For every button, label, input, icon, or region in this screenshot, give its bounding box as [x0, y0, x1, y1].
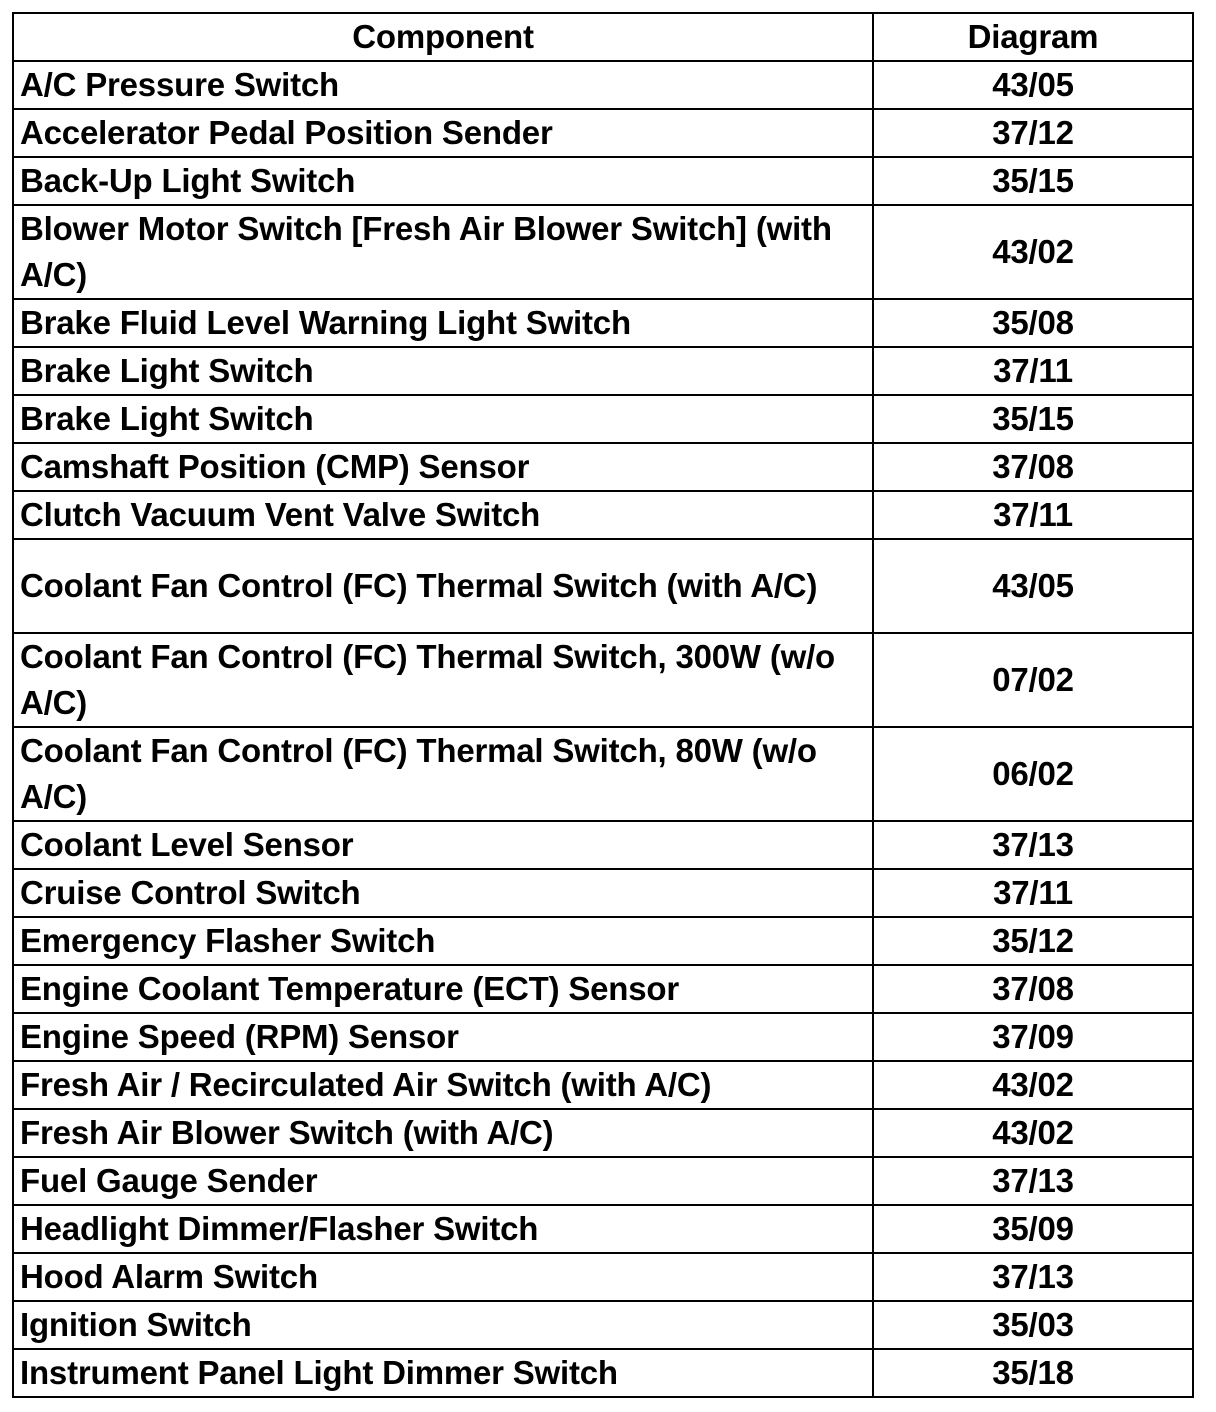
header-component: Component [13, 13, 873, 61]
component-cell: A/C Pressure Switch [13, 61, 873, 109]
table-row [13, 1205, 1193, 1253]
diagram-cell: 37/08 [873, 443, 1193, 491]
diagram-cell: 35/08 [873, 299, 1193, 347]
component-cell: Engine Coolant Temperature (ECT) Sensor [13, 965, 873, 1013]
component-cell: Coolant Fan Control (FC) Thermal Switch (with A/C) [13, 539, 873, 633]
component-diagram-table [12, 12, 1194, 1398]
table-row [13, 1157, 1193, 1205]
diagram-cell: 37/13 [873, 1157, 1193, 1205]
component-cell: Brake Fluid Level Warning Light Switch [13, 299, 873, 347]
table-row [13, 821, 1193, 869]
component-cell: Blower Motor Switch [Fresh Air Blower Switch] (with A/C) [13, 205, 873, 299]
table-row [13, 727, 1193, 821]
table-row [13, 347, 1193, 395]
table-row [13, 965, 1193, 1013]
table-row [13, 109, 1193, 157]
component-cell: Coolant Fan Control (FC) Thermal Switch, 80W (w/o A/C) [13, 727, 873, 821]
table-row [13, 1061, 1193, 1109]
diagram-cell: 07/02 [873, 633, 1193, 727]
header-diagram: Diagram [873, 13, 1193, 61]
diagram-cell: 35/09 [873, 1205, 1193, 1253]
diagram-cell: 35/03 [873, 1301, 1193, 1349]
diagram-cell: 37/11 [873, 347, 1193, 395]
component-cell: Clutch Vacuum Vent Valve Switch [13, 491, 873, 539]
table-row [13, 1253, 1193, 1301]
table-row [13, 157, 1193, 205]
table-row [13, 1109, 1193, 1157]
diagram-cell: 43/05 [873, 539, 1193, 633]
diagram-cell: 37/11 [873, 869, 1193, 917]
diagram-cell: 35/15 [873, 157, 1193, 205]
diagram-cell: 43/02 [873, 1109, 1193, 1157]
diagram-cell: 06/02 [873, 727, 1193, 821]
component-cell: Engine Speed (RPM) Sensor [13, 1013, 873, 1061]
table-row [13, 1349, 1193, 1397]
component-cell: Cruise Control Switch [13, 869, 873, 917]
component-cell: Brake Light Switch [13, 395, 873, 443]
component-cell: Fuel Gauge Sender [13, 1157, 873, 1205]
diagram-cell: 37/13 [873, 1253, 1193, 1301]
diagram-cell: 37/09 [873, 1013, 1193, 1061]
header-row [13, 13, 1193, 61]
component-cell: Back-Up Light Switch [13, 157, 873, 205]
diagram-cell: 35/18 [873, 1349, 1193, 1397]
component-cell: Emergency Flasher Switch [13, 917, 873, 965]
table-row [13, 299, 1193, 347]
table-row [13, 1013, 1193, 1061]
diagram-cell: 35/12 [873, 917, 1193, 965]
component-cell: Camshaft Position (CMP) Sensor [13, 443, 873, 491]
diagram-cell: 37/12 [873, 109, 1193, 157]
table-row [13, 443, 1193, 491]
component-cell: Instrument Panel Light Dimmer Switch [13, 1349, 873, 1397]
diagram-cell: 43/02 [873, 1061, 1193, 1109]
component-cell: Accelerator Pedal Position Sender [13, 109, 873, 157]
table-row [13, 1301, 1193, 1349]
component-cell: Brake Light Switch [13, 347, 873, 395]
component-cell: Coolant Fan Control (FC) Thermal Switch, 300W (w/o A/C) [13, 633, 873, 727]
table-row [13, 395, 1193, 443]
table-row [13, 917, 1193, 965]
table-row [13, 205, 1193, 299]
component-cell: Coolant Level Sensor [13, 821, 873, 869]
table-row [13, 491, 1193, 539]
component-cell: Ignition Switch [13, 1301, 873, 1349]
diagram-cell: 35/15 [873, 395, 1193, 443]
table-row [13, 633, 1193, 727]
diagram-cell: 37/13 [873, 821, 1193, 869]
component-cell: Headlight Dimmer/Flasher Switch [13, 1205, 873, 1253]
component-cell: Fresh Air / Recirculated Air Switch (with A/C) [13, 1061, 873, 1109]
table-row [13, 869, 1193, 917]
diagram-cell: 37/08 [873, 965, 1193, 1013]
diagram-cell: 37/11 [873, 491, 1193, 539]
component-cell: Hood Alarm Switch [13, 1253, 873, 1301]
component-cell: Fresh Air Blower Switch (with A/C) [13, 1109, 873, 1157]
table-row [13, 539, 1193, 633]
table-row [13, 61, 1193, 109]
diagram-cell: 43/02 [873, 205, 1193, 299]
diagram-cell: 43/05 [873, 61, 1193, 109]
